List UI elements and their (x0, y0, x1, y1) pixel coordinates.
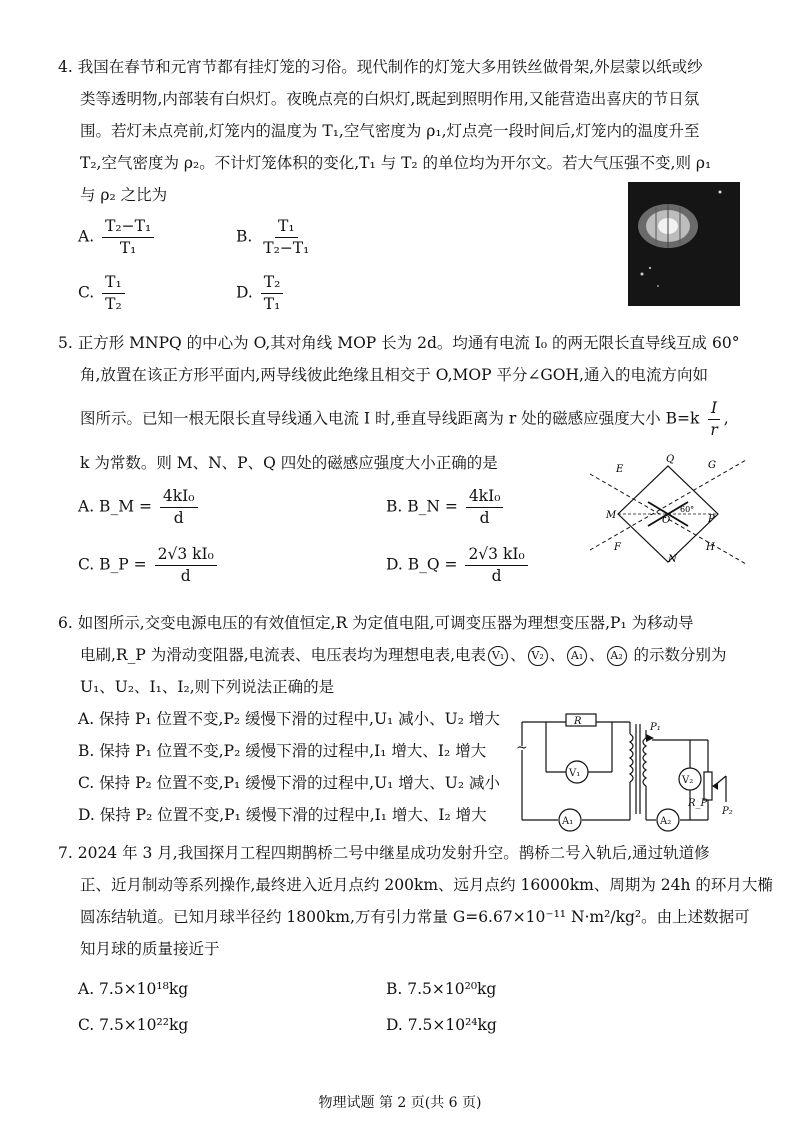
q4-line-5: 与 ρ₂ 之比为 (80, 186, 168, 204)
label-E: E (616, 464, 624, 475)
circuit-label-v1: V₁ (569, 768, 581, 779)
q4-option-a[interactable]: A. $\frac{\text{T₂−T₁}}{\text{T₁}}$ (78, 218, 157, 257)
meter-a1-icon: A₁ (567, 646, 587, 666)
q5-option-b[interactable]: B. B_N = $\frac{\text{4kI₀}}{d}$ (386, 488, 506, 527)
q7-option-d[interactable]: D. 7.5×10²⁴kg (386, 1016, 497, 1034)
q6-line-1: 6. 如图所示,交变电源电压的有效值恒定,R 为定值电阻,可调变压器为理想变压器,P₁ 为移动导 (58, 614, 694, 632)
q6-option-b[interactable]: B. 保持 P₁ 位置不变,P₂ 缓慢下滑的过程中,I₁ 增大、I₂ 增大 (78, 742, 487, 760)
q5-line-4: k 为常数。则 M、N、P、Q 四处的磁感应强度大小正确的是 (80, 454, 498, 472)
q4-line-3: 围。若灯未点亮前,灯笼内的温度为 T₁,空气密度为 ρ₁,灯点亮一段时间后,灯笼内的温度升至 (80, 122, 700, 140)
page-footer: 物理试题 第 2 页(共 6 页) (318, 1095, 482, 1111)
q6-option-d[interactable]: D. 保持 P₂ 位置不变,P₁ 缓慢下滑的过程中,I₁ 增大、I₂ 增大 (78, 806, 487, 824)
label-O: O (662, 515, 671, 526)
q4-line-2: 类等透明物,内部装有白炽灯。夜晚点亮的白炽灯,既起到照明作用,又能营造出喜庆的节日氛 (80, 90, 700, 108)
q6-line-2: 电刷,R_P 为滑动变阻器,电流表、电压表均为理想电表,电表 V₁ 、 V₂ 、 A₁ 、 A₂ 的示数分别为 (80, 646, 727, 664)
q7-line-2: 正、近月制动等系列操作,最终进入近月点约 200km、远月点约 16000km、周期为 24h 的环月大椭 (80, 876, 773, 894)
q5-option-c[interactable]: C. B_P = $\frac{\text{2√3 kI₀}}{d}$ (78, 546, 220, 585)
q5-option-d[interactable]: D. B_Q = $\frac{\text{2√3 kI₀}}{d}$ (386, 546, 531, 585)
q7-line-1: 7. 2024 年 3 月,我国探月工程四期鹊桥二号中继星成功发射升空。鹊桥二号入轨后,通过轨道修 (58, 844, 710, 862)
q5-line-1: 5. 正方形 MNPQ 的中心为 O,其对角线 MOP 长为 2d。均通有电流 I₀ 的两无限长直导线互成 60° (58, 334, 740, 352)
q4-option-c[interactable]: C. $\frac{\text{T₁}}{\text{T₂}}$ (78, 274, 128, 313)
q6-option-c[interactable]: C. 保持 P₂ 位置不变,P₁ 缓慢下滑的过程中,U₁ 增大、U₂ 减小 (78, 774, 500, 792)
label-Q: Q (666, 454, 675, 465)
q4-option-b[interactable]: B. $\frac{\text{T₁}}{\text{T₂−T₁}}$ (236, 217, 310, 258)
q6-line-3: U₁、U₂、I₁、I₂,则下列说法正确的是 (80, 678, 335, 696)
circuit-label-p2: P₂ (722, 806, 733, 817)
label-H: H (706, 542, 715, 553)
q5-line-2: 角,放置在该正方形平面内,两导线彼此绝缘且相交于 O,MOP 平分∠GOH,通入的电流方向如 (80, 366, 708, 384)
q7-option-a[interactable]: A. 7.5×10¹⁸kg (78, 980, 189, 998)
circuit-label-a2: A₂ (660, 816, 672, 827)
q7-line-4: 知月球的质量接近于 (80, 940, 220, 958)
lantern-image (628, 182, 740, 306)
label-G: G (708, 460, 716, 471)
q7-option-b[interactable]: B. 7.5×10²⁰kg (386, 980, 497, 998)
lantern-photo (628, 182, 740, 306)
ac-source-icon: ~ (516, 740, 528, 756)
label-angle: 60° (680, 505, 695, 514)
label-F: F (614, 542, 621, 553)
circuit-label-r: R (574, 716, 582, 727)
circuit-label-a1: A₁ (562, 816, 574, 827)
label-P: P (708, 514, 715, 525)
meter-v2-icon: V₂ (528, 646, 548, 666)
transformer-circuit (512, 710, 752, 832)
circuit-label-rp: R_P (688, 798, 708, 809)
q4-line-4: T₂,空气密度为 ρ₂。不计灯笼体积的变化,T₁ 与 T₂ 的单位均为开尔文。若大气压强不变,则 ρ₁ (80, 154, 712, 172)
q5-line-3: 图所示。已知一根无限长直导线通入电流 I 时,垂直导线距离为 r 处的磁感应强度大小 B=k $\frac{I}{r}$ , (80, 399, 729, 440)
label-M: M (606, 510, 617, 521)
q7-line-3: 圆冻结轨道。已知月球半径约 1800km,万有引力常量 G=6.67×10⁻¹¹ N·m²/kg²。由上述数据可 (80, 908, 750, 926)
square-wires-diagram (588, 452, 748, 572)
q5-option-a[interactable]: A. B_M = $\frac{\text{4kI₀}}{d}$ (78, 488, 201, 527)
label-N: N (668, 554, 677, 565)
q4-option-d[interactable]: D. $\frac{\text{T₂}}{\text{T₁}}$ (236, 274, 286, 313)
circuit-label-p1: P₁ (650, 722, 661, 733)
q6-option-a[interactable]: A. 保持 P₁ 位置不变,P₂ 缓慢下滑的过程中,U₁ 减小、U₂ 增大 (78, 710, 500, 728)
meter-v1-icon: V₁ (488, 646, 508, 666)
circuit-label-v2: V₂ (682, 775, 694, 786)
meter-a2-icon: A₂ (607, 646, 627, 666)
q7-option-c[interactable]: C. 7.5×10²²kg (78, 1016, 189, 1034)
q4-line-1: 4. 我国在春节和元宵节都有挂灯笼的习俗。现代制作的灯笼大多用铁丝做骨架,外层蒙以纸或纱 (58, 58, 703, 76)
